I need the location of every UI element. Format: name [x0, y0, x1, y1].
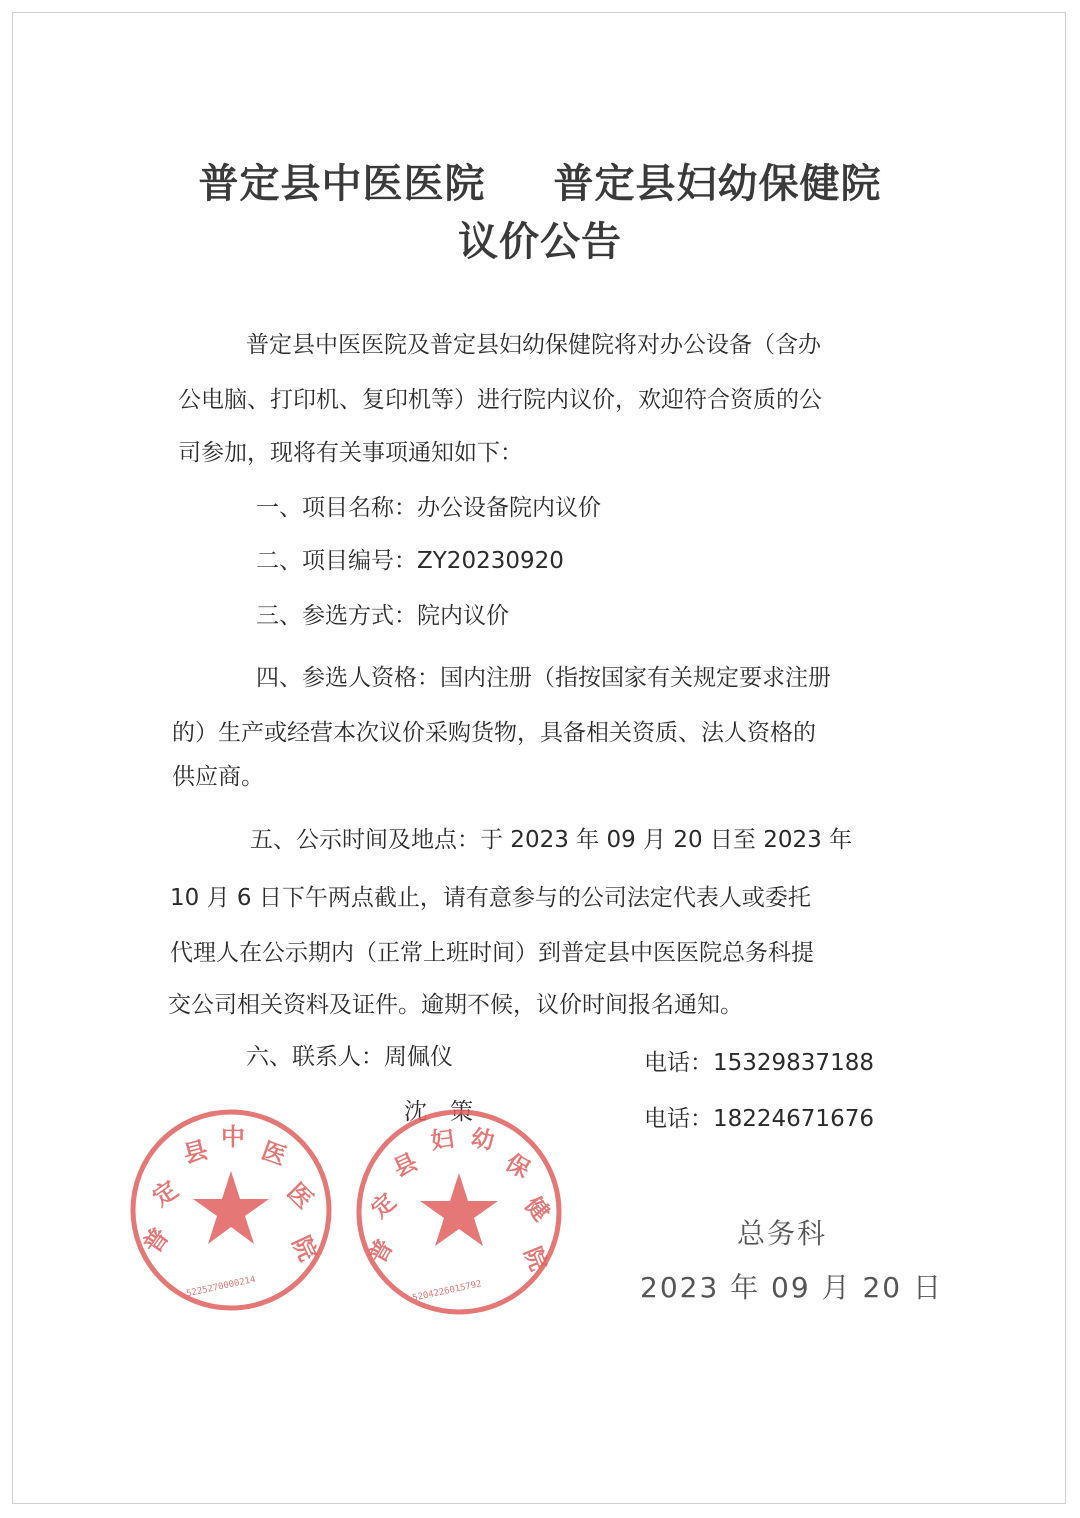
svg-text:普: 普	[364, 1235, 399, 1268]
item5-line-3: 代理人在公示期内（正常上班时间）到普定县中医医院总务科提	[170, 940, 814, 966]
contact-phone-1: 电话：15329837188	[644, 1050, 874, 1076]
item5-line-4: 交公司相关资料及证件。逾期不候，议价时间报名通知。	[168, 992, 743, 1018]
intro-line-1: 普定县中医医院及普定县妇幼保健院将对办公设备（含办	[246, 332, 821, 358]
hospital-seal-1	[126, 1105, 336, 1315]
svg-text:定: 定	[366, 1188, 402, 1224]
item-project-number: 二、项目编号：ZY20230920	[256, 548, 564, 574]
item-selection-method: 三、参选方式：院内议价	[256, 603, 509, 629]
svg-text:中: 中	[221, 1123, 245, 1151]
svg-text:县: 县	[389, 1149, 422, 1183]
item4-line-2: 的）生产或经营本次议价采购货物，具备相关资质、法人资格的	[172, 720, 816, 746]
title-line-1	[0, 152, 1080, 209]
svg-text:幼: 幼	[468, 1125, 497, 1155]
department-signature: 总务科	[737, 1217, 828, 1250]
svg-text:院: 院	[518, 1243, 552, 1275]
svg-text:医: 医	[281, 1177, 319, 1215]
svg-text:5204226015792: 5204226015792	[411, 1279, 483, 1304]
title-line-2: 议价公告	[458, 219, 622, 265]
svg-text:妇: 妇	[429, 1125, 456, 1155]
intro-line-2: 公电脑、打印机、复印机等）进行院内议价，欢迎符合资质的公	[178, 387, 822, 413]
intro-line-3: 司参加，现将有关事项通知如下：	[178, 440, 523, 466]
hospital-seal-2	[352, 1105, 567, 1320]
item5-line-1: 五、公示时间及地点：于 2023 年 09 月 20 日至 2023 年	[250, 827, 853, 853]
contact-phone-2: 电话：18224671676	[644, 1106, 874, 1132]
svg-text:5225270000214: 5225270000214	[185, 1274, 257, 1300]
contact-person-2: 沈 策	[404, 1099, 473, 1125]
svg-text:医: 医	[257, 1136, 291, 1171]
svg-text:县: 县	[180, 1135, 211, 1169]
svg-text:定: 定	[147, 1175, 184, 1212]
notice-date: 2023 年 09 月 20 日	[640, 1271, 944, 1304]
item-project-name: 一、项目名称：办公设备院内议价	[256, 495, 601, 521]
svg-text:院: 院	[286, 1231, 323, 1266]
contact-label: 六、联系人：周佩仪	[246, 1044, 453, 1070]
svg-text:保: 保	[501, 1149, 534, 1184]
title-hospital-2: 普定县妇幼保健院	[553, 161, 882, 207]
title-hospital-1: 普定县中医医院	[198, 161, 486, 207]
item4-line-1: 四、参选人资格：国内注册（指按国家有关规定要求注册	[256, 665, 831, 691]
item5-line-2: 10 月 6 日下午两点截止，请有意参与的公司法定代表人或委托	[170, 885, 811, 911]
item4-line-3: 供应商。	[172, 764, 264, 790]
svg-text:健: 健	[519, 1192, 555, 1227]
svg-text:普: 普	[137, 1222, 175, 1259]
